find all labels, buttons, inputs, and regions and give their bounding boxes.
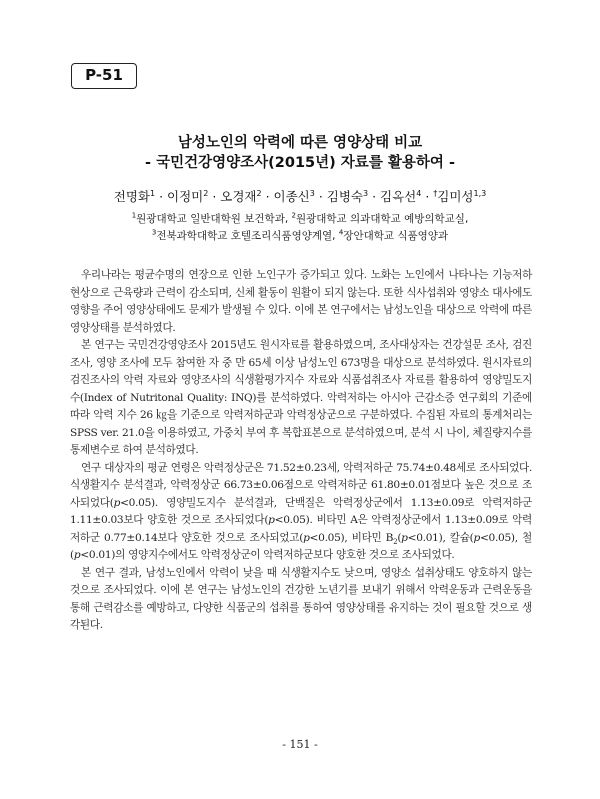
- abstract-body: [70, 267, 532, 635]
- results-text: (: [397, 531, 402, 544]
- abstract-paragraph-methods: 본 연구는 국민건강영양조사 2015년도 원시자료를 활용하였으며, 조사대상자는 건강설문 조사, 검진조사, 영양 조사에 모두 참여한 자 중 만 65세 이상 남성노인 673명을 대상으로 분석하였다. 원시자료의 검진조사의 악력 자료와 영양조사의 식생활평가지수 자료와 식품섭취조사 자료를 활용하여 영양밀도지수(Index of Nutritonal Quality: INQ)를 분석하였다. 악력저하는 아시아 근감소증 연구회의 기준에 따라 악력 지수 26 ㎏을 기준으로 악력저하군과 악력정상군으로 구분하였다. 수집된 자료의 통계처리는 SPSS ver. 21.0을 이용하였고, 가중치 부여 후 복합표본으로 분석하였으며, 분석 시 나이, 체질량지수를 통제변수로 하여 분석하였다.: [70, 339, 532, 456]
- affiliation: 원광대학교 의과대학교 예방의학교실,: [295, 213, 469, 225]
- results-text: <0.01), 칼슘(: [407, 531, 474, 544]
- results-text: <0.01)의 영양지수에서도 악력정상군이 악력저하군보다 양호한 것으로 조사되었다.: [80, 549, 455, 561]
- affil-mark: 1: [131, 211, 137, 220]
- author: 전명화: [113, 189, 150, 204]
- author: 이정미: [167, 189, 204, 204]
- title-line-1: 남성노인의 악력에 따른 영양상태 비교: [177, 135, 423, 151]
- abstract-paragraph-intro: 우리나라는 평균수명의 연장으로 인한 노인구가 증가되고 있다. 노화는 노인에서 나타나는 기능저하 현상으로 근육량과 근력이 감소되며, 신체 활동이 원활이 되지 않는다. 또한 식사섭취와 영양소 대사에도 영향을 주어 영양상태에도 문제가 발생될 수 있다. 이에 본 연구에서는 남성노인을 대상으로 악력에 따른 영양상태를 분석하였다.: [70, 269, 532, 334]
- p-value-symbol: p: [73, 549, 81, 561]
- p-value-symbol: p: [401, 531, 408, 544]
- author-affil-mark: 1: [150, 188, 156, 198]
- abstract-paragraph-conclusion: 본 연구 결과, 남성노인에서 악력이 낮을 때 식생활지수도 낮으며, 영양소 섭취상태도 양호하지 않는 것으로 조사되었다. 이에 본 연구는 남성노인의 건강한 노년기를 보내기 위해서 악력운동과 근력운동을 통해 근력감소를 예방하고, 다양한 식품군의 섭취를 통하여 영양상태를 유지하는 것이 필요할 것으로 생각된다.: [70, 566, 532, 631]
- author-affil-mark: 3: [309, 188, 315, 198]
- p-value-symbol: p: [113, 496, 121, 509]
- author: 김미성: [437, 189, 474, 204]
- page-number: - 151 -: [282, 738, 318, 751]
- affiliation-line-2: [0, 228, 600, 243]
- corresponding-author-mark: †: [433, 188, 438, 198]
- results-text: <0.05), 철(: [70, 531, 532, 561]
- author-list: 전명화$^1$ · 이정미$^2$ · 오경재$^2$ · 이종신$^3$ · 김병숙$^3$ · 김옥선$^4$ · †김미성$^{1,3}$: [113, 188, 487, 204]
- affil-mark: 2: [291, 211, 296, 220]
- results-text: 연구 대상자의 평균 연령은 악력정상군은 71.52±0.23세, 악력저하군 75.74±0.48세로 조사되었다. 식생활지수 분석결과, 악력정상군 66.73±0.06점으로 악력저하군 61.80±0.01점보다 높은 것으로 조사되었다(: [70, 461, 532, 509]
- author-affil-mark: 2: [256, 188, 262, 198]
- author-affil-mark: 1,3: [473, 188, 487, 198]
- title-line-2: - 국민건강영양조사(2015년) 자료를 활용하여 -: [145, 155, 455, 171]
- author: 김옥선: [380, 189, 417, 204]
- author: 이종신: [273, 189, 310, 204]
- affiliation-line-1: [0, 211, 600, 226]
- affiliation: 전북과학대학교 호텔조리식품영양계열,: [156, 230, 339, 242]
- author-affil-mark: 3: [363, 188, 369, 198]
- results-text: <0.05), 비타민 B: [309, 531, 394, 544]
- results-text: <0.05). 영양밀도지수 분석결과, 단백질은 악력정상군에서 1.13±0.09로 악력저하군 1.11±0.03보다 양호한 것으로 조사되었다(: [70, 496, 532, 526]
- p-value-symbol: p: [473, 531, 480, 544]
- affiliation: 원광대학교 일반대학원 보건학과,: [136, 213, 292, 225]
- affiliation: 장안대학교 식품영양과: [343, 230, 449, 242]
- affil-mark: 3: [151, 228, 157, 237]
- vitamin-subscript: 2: [393, 537, 398, 546]
- poster-number-badge: P-51: [71, 63, 137, 89]
- author: 김병숙: [326, 189, 363, 204]
- author-affil-mark: 4: [416, 188, 422, 198]
- p-value-symbol: p: [303, 531, 310, 544]
- p-value-symbol: p: [268, 514, 275, 526]
- author: 오경재: [220, 189, 257, 204]
- abstract-paragraph-results: [70, 460, 532, 565]
- affil-mark: 4: [338, 228, 344, 237]
- results-text: <0.05). 비타민 A은 악력정상군에서 1.13±0.09로 악력저하군 0.77±0.14보다 양호한 것으로 조사되었고(: [70, 514, 532, 544]
- author-affil-mark: 2: [203, 188, 209, 198]
